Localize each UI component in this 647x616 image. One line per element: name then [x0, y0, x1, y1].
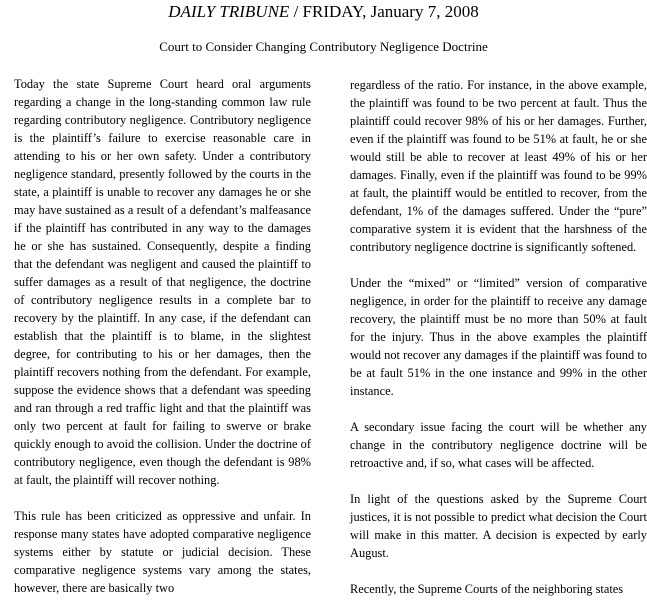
masthead [0, 1, 647, 23]
article-paragraph: regardless of the ratio. For instance, in the above example, the plaintiff was found to be two percent at fault. Thus the plaintiff could recover 98% of his or her damages. Further, even if the plaintiff was found to be 51% at fault, he or she would still be able to recover at least 49% of his or her damages. Finally, even if the plaintiff was found to be 99% at fault, the plaintiff would be entitled to recover, from the defendant, 1% of the damages suffered. Under the “pure” comparative system it is evident that the harshness of the contributory negligence doctrine is significantly softened. [350, 78, 647, 254]
newspaper-name: DAILY TRIBUNE [168, 2, 290, 21]
publication-date: FRIDAY, January 7, 2008 [302, 2, 479, 21]
article-paragraph: This rule has been criticized as oppressive and unfair. In response many states have adopted comparative negligence systems either by statute or judicial decision. These comparative negligence systems vary among the states, however, there are basically two [14, 509, 311, 595]
article-right-column [350, 76, 647, 616]
masthead-separator: / [289, 2, 303, 21]
article-paragraph: Recently, the Supreme Courts of the neighboring states [350, 582, 624, 596]
article-paragraph: A secondary issue facing the court will be whether any change in the contributory negligence doctrine will be retroactive and, if so, what cases will be affected. [350, 420, 647, 470]
article-paragraph: Under the “mixed” or “limited” version of comparative negligence, in order for the plaintiff to receive any damage recovery, the plaintiff must be no more than 50% at fault for the injury. Thus in the above examples the plaintiff would not recover any damages if the plaintiff was found to be at fault 51% in the one instance and 99% in the other instance. [350, 276, 647, 398]
article-paragraph: Today the state Supreme Court heard oral arguments regarding a change in the long-standing common law rule regarding contributory negligence. Contributory negligence is the plaintiff’s failure to exercise reasonable care in attending to his or her own safety. Under a contributory negligence standard, presently followed by the courts in the state, a plaintiff is unable to recover any damages he or she may have sustained as a result of a defendant’s malfeasance if the plaintiff has contributed in any way to the damages he or she has sustained. Consequently, despite a finding that the defendant was negligent and caused the plaintiff to suffer damages as a result of that negligence, the doctrine of contributory negligence results in a complete bar to recovery by the plaintiff. In any case, if the defendant can establish that the plaintiff is to blame, in the slightest degree, for contributing to his or her damages, then the plaintiff recovers nothing from the defendant. For example, suppose the evidence shows that a defendant was speeding and ran through a red traffic light and that the plaintiff was only two percent at fault for failing to swerve or brake quickly enough to avoid the collision. Under the doctrine of contributory negligence, even though the defendant is 98% at fault, the plaintiff will recover nothing. [14, 77, 311, 487]
article-left-column [14, 75, 311, 615]
article-paragraph: In light of the questions asked by the Supreme Court justices, it is not possible to predict what decision the Court will make in this matter. A decision is expected by early August. [350, 492, 647, 560]
article-headline: Court to Consider Changing Contributory Negligence Doctrine [159, 39, 488, 54]
